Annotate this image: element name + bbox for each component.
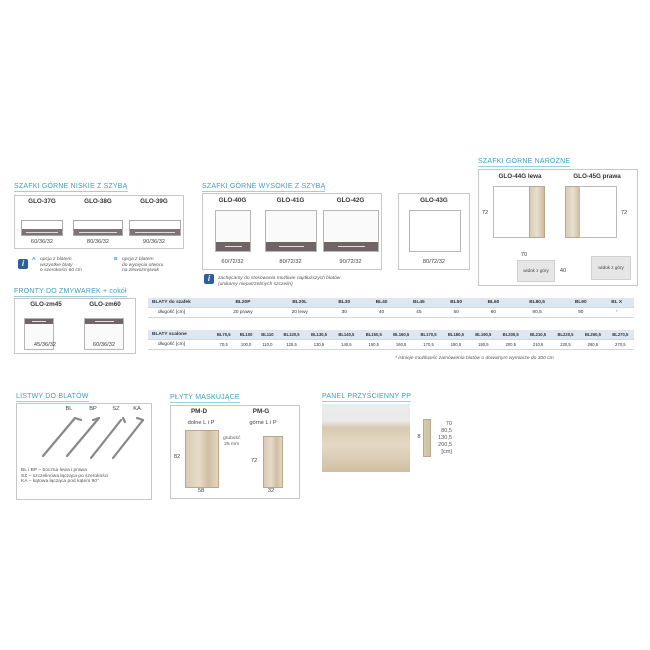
model-label: GLO-zm60 — [89, 301, 121, 308]
table-cell: 200,5 — [497, 340, 524, 350]
strips-legend: BL i BP – boczna lewa i prawa SZ – szczelinowa łącząca po szerokości KA – kątowa łącząca pod kątem 90° — [21, 468, 109, 485]
model-label: GLO-44G lewa — [498, 173, 542, 180]
table-cell: BLATY do szafek — [148, 298, 212, 308]
table-cell: BL130,5 — [305, 330, 332, 340]
corner-cabinet-left-body — [493, 186, 531, 238]
note-b-letter: B — [114, 257, 118, 262]
strip-label: BL — [65, 406, 73, 412]
table-cell: * — [599, 308, 634, 318]
table-cell: BL160,5 — [387, 330, 414, 340]
dimension-label: 60/72/32 — [221, 259, 244, 265]
table-cell: BL20P — [212, 298, 274, 308]
section-title-panel: PANEL PRZYŚCIENNY PP — [322, 393, 412, 400]
table-cell: 140,5 — [333, 340, 360, 350]
strip-label: SZ — [112, 406, 120, 412]
height-label: 72 — [620, 210, 628, 216]
table-cell: BL40 — [363, 298, 400, 308]
wysokie-box — [202, 193, 382, 270]
model-label: PM-D — [190, 408, 208, 415]
plyty-box — [170, 405, 300, 499]
table-cell: BL260,5 — [579, 330, 606, 340]
table-row — [148, 308, 634, 318]
table-cell: BL170,5 — [415, 330, 442, 340]
table-cell: 100,0 — [235, 340, 256, 350]
table-cell: 180,5 — [442, 340, 469, 350]
table-cell: 45 — [400, 308, 437, 318]
model-label: GLO-40G — [218, 197, 247, 204]
table-cell: 170,5 — [415, 340, 442, 350]
table-cell: 160,5 — [387, 340, 414, 350]
dimension-label: 90/36/32 — [142, 239, 166, 245]
note-b-text: opcja z blatem do wycięcia otworu na zlewozmywak — [122, 257, 164, 274]
top-view-right: widok z góry — [591, 256, 631, 280]
table-cell: 20 prawy — [212, 308, 274, 318]
table-cell: 110,0 — [257, 340, 278, 350]
table-cell: BL90 — [562, 298, 599, 308]
cabinet-image — [73, 220, 123, 236]
table-cell: 50 — [438, 308, 475, 318]
model-label: GLO-45G prawa — [573, 173, 621, 180]
dimension-label: 45/36/32 — [33, 342, 57, 348]
listwy-box — [16, 403, 152, 500]
strips-illustration — [31, 414, 149, 462]
cabinet-image — [21, 220, 63, 236]
table-cell: BL200,5 — [497, 330, 524, 340]
top-view-left: widok z góry — [517, 260, 555, 282]
panel-lengths: 70 80,5 130,5 200,5 [cm] — [438, 421, 452, 455]
table-cell: BL30 — [326, 298, 363, 308]
table-cell: BL70,5 — [212, 330, 235, 340]
model-label: PM-G — [252, 408, 270, 415]
note-a-text: opcja z blatem wszystkie blaty o szerokości 60 cm — [40, 257, 82, 274]
cabinet-image — [323, 210, 379, 252]
model-label: GLO-42G — [336, 197, 365, 204]
table-cell: BL210,5 — [524, 330, 551, 340]
panel-photo — [322, 404, 410, 472]
table-cell: 60 — [475, 308, 512, 318]
model-label: GLO-37G — [28, 198, 56, 205]
table-cell: BL140,5 — [333, 330, 360, 340]
section-title-narozne: SZAFKI GÓRNE NAROŻNE — [478, 158, 571, 165]
blaty-table-2 — [148, 330, 634, 350]
table-cell: 80,5 — [512, 308, 562, 318]
table-row — [148, 298, 634, 308]
table-cell: 130,5 — [305, 340, 332, 350]
table-row — [148, 330, 634, 340]
section-title-fronty: FRONTY DO ZMYWAREK + cokół — [14, 288, 127, 295]
table-cell: 20 lewy — [274, 308, 326, 318]
section-title-niskie: SZAFKI GÓRNE NISKIE Z SZYBĄ — [14, 183, 128, 190]
blaty-table-1 — [148, 298, 634, 318]
dimension-label: 80/36/32 — [86, 239, 110, 245]
table-cell: BL45 — [400, 298, 437, 308]
table-cell: BL50 — [438, 298, 475, 308]
wysokie-extra-box — [398, 193, 470, 270]
table-cell: BL100 — [235, 330, 256, 340]
table-cell: BL60 — [475, 298, 512, 308]
model-label: GLO-41G — [276, 197, 305, 204]
section-title-listwy: LISTWY DO BLATÓW — [16, 393, 89, 400]
width-label: 32 — [267, 488, 275, 494]
blaty-footnote: * istnieje możliwość zamówienia blatów o dowolnym wymiarze do 300 cm — [395, 356, 554, 361]
table-cell: 150,5 — [360, 340, 387, 350]
strip-label: BP — [89, 406, 97, 412]
narozne-box — [478, 169, 638, 286]
model-label: GLO-38G — [84, 198, 112, 205]
table-cell: BL270,5 — [607, 330, 634, 340]
height-label: 72 — [481, 210, 489, 216]
dimension-label: 60/36/32 — [30, 239, 54, 245]
table-cell: 270,5 — [607, 340, 634, 350]
panel-sub-label: dolne L i P — [187, 420, 215, 426]
panel-height-label: 8 — [417, 434, 421, 440]
dimension-label: 90/72/32 — [339, 259, 362, 265]
table-cell: BL X — [599, 298, 634, 308]
cabinet-image — [409, 210, 461, 252]
note-a-letter: A — [32, 257, 36, 262]
cabinet-image — [215, 210, 251, 252]
model-label: GLO-43G — [420, 197, 448, 204]
dimension-label: 80/72/32 — [422, 259, 446, 265]
table-cell: 260,5 — [579, 340, 606, 350]
model-label: GLO-zm45 — [30, 301, 62, 308]
table-cell: BL80,5 — [512, 298, 562, 308]
thickness-label: grubość 25 mm — [223, 436, 241, 447]
height-label: 82 — [173, 454, 181, 460]
table-cell: 210,5 — [524, 340, 551, 350]
table-cell: 70,5 — [212, 340, 235, 350]
table-cell: BLATY scalone — [148, 330, 212, 340]
table-cell: BL150,5 — [360, 330, 387, 340]
dimension-label: 60/36/32 — [92, 342, 116, 348]
table-cell: 220,5 — [552, 340, 579, 350]
corner-cabinet-right-body — [579, 186, 617, 238]
section-title-wysokie: SZAFKI GÓRNE WYSOKIE Z SZYBĄ — [202, 183, 326, 190]
table-cell: 125,5 — [278, 340, 305, 350]
height-label: 72 — [250, 458, 258, 464]
panel-pm-g-image — [263, 436, 283, 488]
cabinet-image — [265, 210, 317, 252]
info-icon: i — [204, 274, 214, 284]
table-cell: 90 — [562, 308, 599, 318]
width-label: 70 — [520, 252, 528, 258]
table-cell: BL220,5 — [552, 330, 579, 340]
table-cell: BL120,5 — [278, 330, 305, 340]
table-cell: BL20L — [274, 298, 326, 308]
panel-pm-d-image — [185, 430, 219, 488]
info-note: zachęcamy do stosowania możliwie najdłuższych blatów (unikamy niepotrzebnych szczelin) — [218, 276, 341, 287]
model-label: GLO-39G — [140, 198, 168, 205]
info-icon: i — [18, 259, 28, 269]
width-label: 58 — [197, 488, 205, 494]
table-cell: długość [cm] — [148, 340, 212, 350]
cabinet-image — [129, 220, 181, 236]
corner-cabinet-left-door — [529, 186, 545, 238]
depth-label: 40 — [559, 268, 567, 274]
table-cell: 30 — [326, 308, 363, 318]
table-cell: BL110 — [257, 330, 278, 340]
table-row — [148, 340, 634, 350]
section-title-plyty: PŁYTY MASKUJĄCE — [170, 394, 240, 401]
strip-label: KA — [133, 406, 141, 412]
table-cell: BL190,5 — [470, 330, 497, 340]
panel-sub-label: górne L i P — [249, 420, 277, 426]
table-cell: BL180,5 — [442, 330, 469, 340]
table-cell: 190,5 — [470, 340, 497, 350]
table-cell: długość [cm] — [148, 308, 212, 318]
niskie-box — [14, 195, 184, 249]
dimension-label: 80/72/32 — [279, 259, 302, 265]
table-cell: 40 — [363, 308, 400, 318]
